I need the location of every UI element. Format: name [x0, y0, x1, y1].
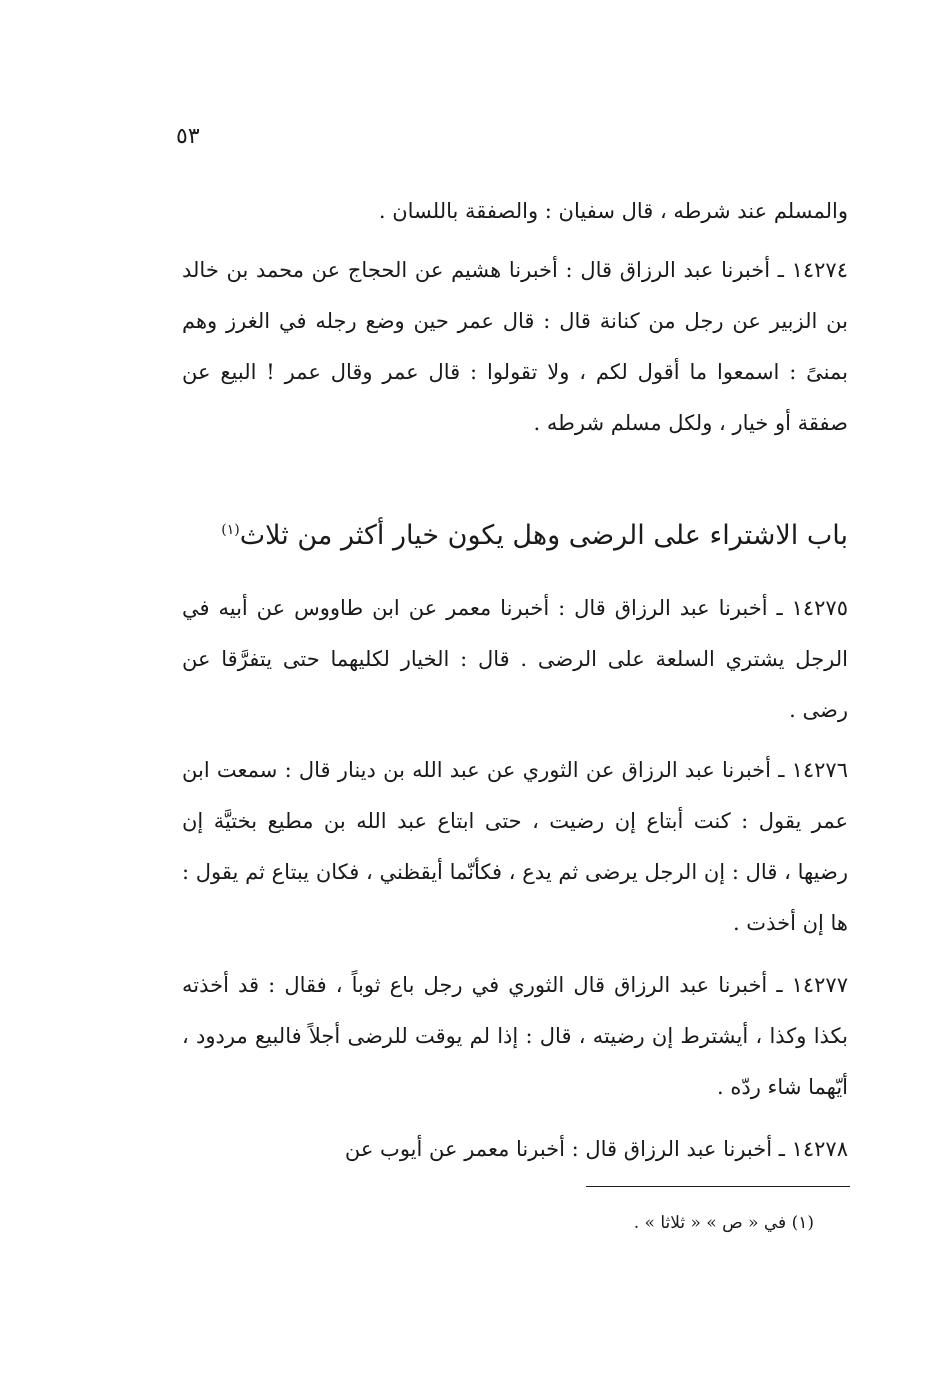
- chapter-heading-text: باب الاشتراء على الرضى وهل يكون خيار أكثر من ثلاث: [239, 520, 848, 551]
- hadith-14276-paragraph: ١٤٢٧٦ ـ أخبرنا عبد الرزاق عن الثوري عن عبد الله بن دينار قال : سمعت ابن عمر يقول : كنت أبتاع إن رضيت ، حتى ابتاع عبد الله بن مطيع بختيَّة إن رضيها ، قال : إن الرجل يرضى ثم يدع ، فكأنّما أيقظني ، فكان يبتاع ثم يقول : ها إن أخذت .: [182, 758, 848, 935]
- chapter-heading: [182, 500, 848, 566]
- footnote-divider: [586, 1186, 850, 1187]
- continuation-paragraph: والمسلم عند شرطه ، قال سفيان : والصفقة باللسان .: [378, 199, 848, 223]
- page-number: ٥٣: [176, 124, 200, 149]
- hadith-14274-paragraph: ١٤٢٧٤ ـ أخبرنا عبد الرزاق قال : أخبرنا هشيم عن الحجاج عن محمد بن خالد بن الزبير عن رجل من كنانة قال : قال عمر حين وضع رجله في الغرز وهم بمنىً : اسمعوا ما أقول لكم ، ولا تقولوا : قال عمر وقال عمر ! البيع عن صفقة أو خيار ، ولكل مسلم شرطه .: [182, 258, 848, 435]
- hadith-14278-paragraph: ١٤٢٧٨ ـ أخبرنا عبد الرزاق قال : أخبرنا معمر عن أيوب عن: [344, 1137, 848, 1161]
- footnote-marker: (١): [221, 522, 240, 538]
- footnote: (١) في « ص » « ثلاثا » .: [633, 1213, 814, 1233]
- hadith-14275-paragraph: ١٤٢٧٥ ـ أخبرنا عبد الرزاق قال : أخبرنا معمر عن ابن طاووس عن أبيه في الرجل يشتري السلعة على الرضى . قال : الخيار لكليهما حتى يتفرَّقا عن رضى .: [182, 596, 848, 722]
- hadith-14277-paragraph: ١٤٢٧٧ ـ أخبرنا عبد الرزاق قال الثوري في رجل باع ثوباً ، فقال : قد أخذته بكذا وكذا ، أيشترط إن رضيته ، قال : إذا لم يوقت للرضى أجلاً فالبيع مردود ، أيّهما شاء ردّه .: [182, 973, 848, 1099]
